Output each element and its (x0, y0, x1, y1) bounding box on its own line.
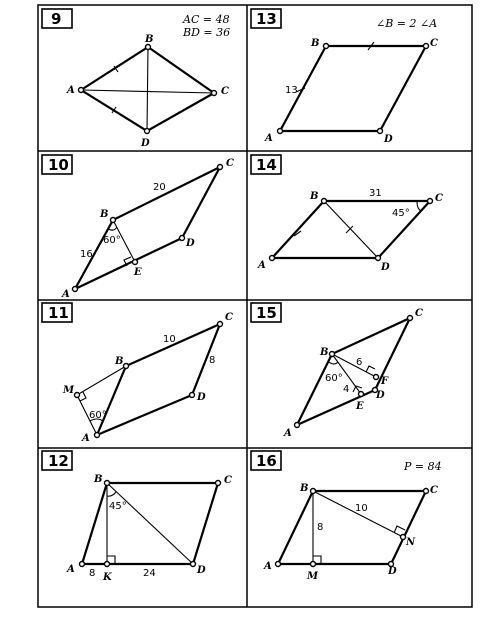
vertex-label: B (300, 483, 309, 494)
vertex-label: D (141, 138, 150, 149)
problem-11 (42, 303, 233, 444)
tick-mark (346, 226, 353, 233)
vertex-label: E (134, 267, 142, 278)
segment-bn: 10 (355, 503, 368, 514)
parallelogram (278, 491, 426, 564)
vertex-point (428, 199, 433, 204)
foot-point (133, 260, 138, 265)
vertex-point (322, 199, 327, 204)
vertex-point (124, 364, 129, 369)
vertex-point (111, 218, 116, 223)
vertex-point (218, 322, 223, 327)
problem-number: 9 (51, 10, 62, 28)
vertex-point (145, 129, 150, 134)
foot-point (75, 393, 80, 398)
height-value: 8 (317, 522, 324, 533)
vertex-label: A (67, 85, 75, 96)
vertex-label: D (388, 566, 397, 577)
vertex-point (311, 489, 316, 494)
vertex-point (191, 562, 196, 567)
foot-point (401, 535, 406, 540)
height-bn (313, 491, 403, 537)
problem-number: 11 (48, 304, 69, 322)
vertex-label: N (406, 537, 416, 548)
vertex-point (73, 287, 78, 292)
side-bc: 10 (163, 334, 176, 345)
foot-point (105, 562, 110, 567)
vertex-label: F (381, 376, 389, 387)
vertex-label: D (197, 565, 206, 576)
problem-number: 15 (256, 304, 277, 322)
vertex-point (295, 423, 300, 428)
vertex-point (270, 256, 275, 261)
vertex-label: C (430, 38, 438, 49)
problem-16 (251, 451, 442, 582)
angle-value: 60° (325, 373, 343, 384)
vertex-point (95, 433, 100, 438)
diagonal-bd (107, 483, 193, 564)
angle-value: 60° (103, 235, 121, 246)
condition-bd: BD = 36 (183, 26, 231, 39)
parallelogram (75, 167, 220, 289)
vertex-point (212, 91, 217, 96)
vertex-label: D (186, 238, 195, 249)
vertex-label: C (224, 475, 232, 486)
vertex-label: D (384, 134, 393, 145)
vertex-label: M (63, 385, 75, 396)
vertex-label: A (264, 561, 272, 572)
vertex-label: A (258, 260, 266, 271)
right-angle-mark (394, 526, 405, 533)
vertex-point (79, 88, 84, 93)
vertex-label: B (145, 34, 154, 45)
vertex-label: C (221, 86, 229, 97)
vertex-point (190, 393, 195, 398)
segment-bf: 6 (356, 357, 363, 368)
vertex-label: C (225, 312, 233, 323)
vertex-label: D (381, 262, 390, 273)
problem-14 (251, 155, 443, 273)
vertex-label: A (284, 428, 292, 439)
parallelogram (280, 46, 426, 131)
diagonal-bd (324, 201, 378, 258)
problem-number: 14 (256, 156, 277, 174)
vertex-label: K (103, 572, 112, 583)
vertex-point (180, 236, 185, 241)
vertex-point (218, 165, 223, 170)
problem-10 (42, 155, 234, 300)
vertex-point (330, 352, 335, 357)
vertex-label: A (67, 564, 75, 575)
vertex-point (378, 129, 383, 134)
foot-point (359, 392, 364, 397)
right-angle-mark (80, 392, 86, 401)
vertex-label: B (320, 347, 329, 358)
vertex-label: A (62, 289, 70, 300)
vertex-label: A (82, 433, 90, 444)
diagonal-bd (147, 47, 148, 131)
vertex-point (276, 562, 281, 567)
vertex-point (216, 481, 221, 486)
condition-perimeter: P = 84 (404, 460, 442, 473)
problem-12 (42, 451, 232, 583)
vertex-point (324, 44, 329, 49)
vertex-label: E (356, 401, 364, 412)
side-bc: 20 (153, 182, 166, 193)
side-ab: 16 (80, 249, 93, 260)
vertex-label: C (226, 158, 234, 169)
extension-mb (77, 366, 126, 395)
angle-value: 45° (109, 501, 127, 512)
vertex-label: B (115, 356, 124, 367)
vertex-label: B (100, 209, 109, 220)
angle-value: 45° (392, 208, 410, 219)
vertex-label: B (94, 474, 103, 485)
angle-arc (107, 492, 116, 496)
side-bc: 31 (369, 188, 382, 199)
problem-13 (251, 9, 438, 145)
problem-9 (42, 9, 230, 149)
angle-arc (329, 362, 338, 364)
vertex-label: D (376, 390, 385, 401)
problem-number: 12 (48, 452, 69, 470)
segment-be: 4 (343, 384, 350, 395)
vertex-label: C (435, 193, 443, 204)
problem-number: 16 (256, 452, 277, 470)
problem-number: 10 (48, 156, 69, 174)
vertex-point (278, 129, 283, 134)
vertex-label: D (197, 392, 206, 403)
vertex-point (424, 44, 429, 49)
parallelogram (297, 318, 410, 425)
vertex-label: C (430, 485, 438, 496)
segment-ak: 8 (89, 568, 96, 579)
vertex-label: B (310, 191, 319, 202)
side-length: 13 (285, 85, 298, 96)
vertex-point (376, 256, 381, 261)
right-angle-mark (366, 366, 375, 372)
problem-number: 13 (256, 10, 277, 28)
vertex-label: B (311, 38, 320, 49)
vertex-label: A (265, 133, 273, 144)
foot-point (311, 562, 316, 567)
vertex-label: C (415, 308, 423, 319)
vertex-point (424, 489, 429, 494)
vertex-point (408, 316, 413, 321)
problem-15 (251, 303, 423, 439)
vertex-label: M (307, 571, 319, 582)
vertex-point (80, 562, 85, 567)
angle-value: 60° (89, 410, 107, 421)
condition-angle: ∠B = 2 ∠A (376, 17, 438, 30)
vertex-point (105, 481, 110, 486)
parallelogram (97, 324, 220, 435)
foot-point (374, 375, 379, 380)
vertex-point (146, 45, 151, 50)
side-cd: 8 (209, 355, 216, 366)
condition-ac: AC = 48 (183, 13, 230, 26)
segment-kd: 24 (143, 568, 156, 579)
